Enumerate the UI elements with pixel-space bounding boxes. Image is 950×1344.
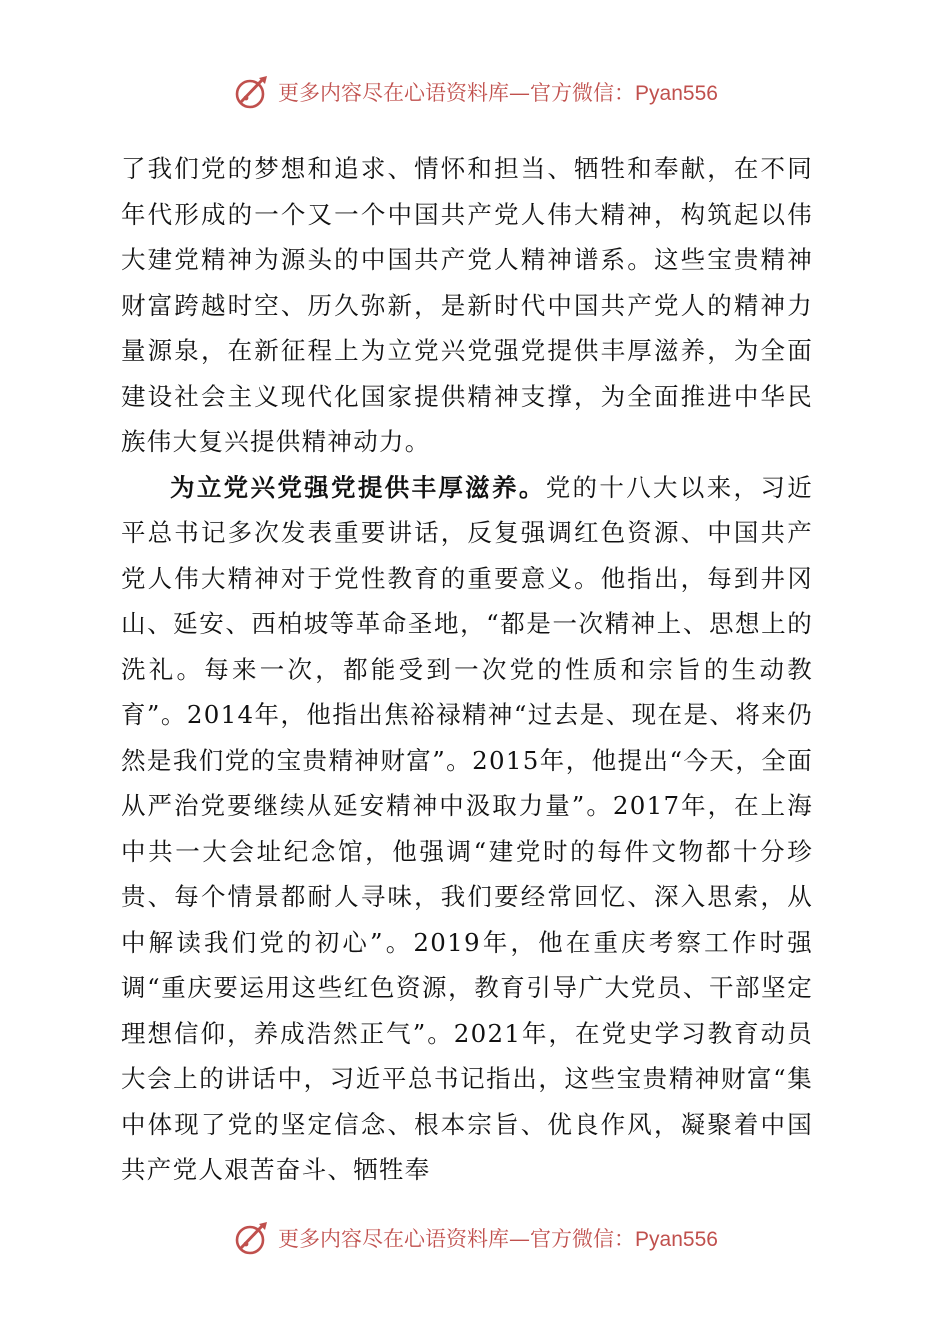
footer-banner-text (278, 1223, 718, 1253)
footer-banner-main: 更多内容尽在心语资料库 (278, 1227, 510, 1251)
pen-logo-icon (232, 72, 272, 112)
header-wechat-label: 官方微信： (530, 81, 636, 105)
header-banner (0, 72, 950, 112)
header-banner-main: 更多内容尽在心语资料库 (278, 81, 510, 105)
footer-wechat-label: 官方微信： (530, 1227, 636, 1251)
header-wechat-id: Pyan556 (635, 82, 718, 105)
document-body (121, 146, 813, 1193)
footer-banner (0, 1218, 950, 1258)
footer-banner-sep: — (509, 1227, 531, 1251)
paragraph-1: 了我们党的梦想和追求、情怀和担当、牺牲和奉献，在不同年代形成的一个又一个中国共产党人伟大精神，构筑起以伟大建党精神为源头的中国共产党人精神谱系。这些宝贵精神财富跨越时空、历久弥新，是新时代中国共产党人的精神力量源泉，在新征程上为立党兴党强党提供丰厚滋养，为全面建设社会主义现代化国家提供精神支撑，为全面推进中华民族伟大复兴提供精神动力。 (121, 154, 813, 456)
paragraph-2-lead: 为立党兴党强党提供丰厚滋养。 (170, 472, 546, 502)
header-banner-sep: — (509, 81, 531, 105)
footer-wechat-id: Pyan556 (635, 1228, 718, 1251)
header-banner-text (278, 77, 718, 107)
paragraph-2 (121, 465, 813, 1193)
paragraph-2-text: 党的十八大以来，习近平总书记多次发表重要讲话，反复强调红色资源、中国共产党人伟大精神对于党性教育的重要意义。他指出，每到井冈山、延安、西柏坡等革命圣地，“都是一次精神上、思想上的洗礼。每来一次，都能受到一次党的性质和宗旨的生动教育”。2014年，他指出焦裕禄精神“过去是、现在是、将来仍然是我们党的宝贵精神财富”。2015年，他提出“今天，全面从严治党要继续从延安精神中汲取力量”。2017年，在上海中共一大会址纪念馆，他强调“建党时的每件文物都十分珍贵、每个情景都耐人寻味，我们要经常回忆、深入思索，从中解读我们党的初心”。2019年，他在重庆考察工作时强调“重庆要运用这些红色资源，教育引导广大党员、干部坚定理想信仰，养成浩然正气”。2021年，在党史学习教育动员大会上的讲话中，习近平总书记指出，这些宝贵精神财富“集中体现了党的坚定信念、根本宗旨、优良作风，凝聚着中国共产党人艰苦奋斗、牺牲奉 (121, 472, 813, 1184)
pen-logo-icon (232, 1218, 272, 1258)
